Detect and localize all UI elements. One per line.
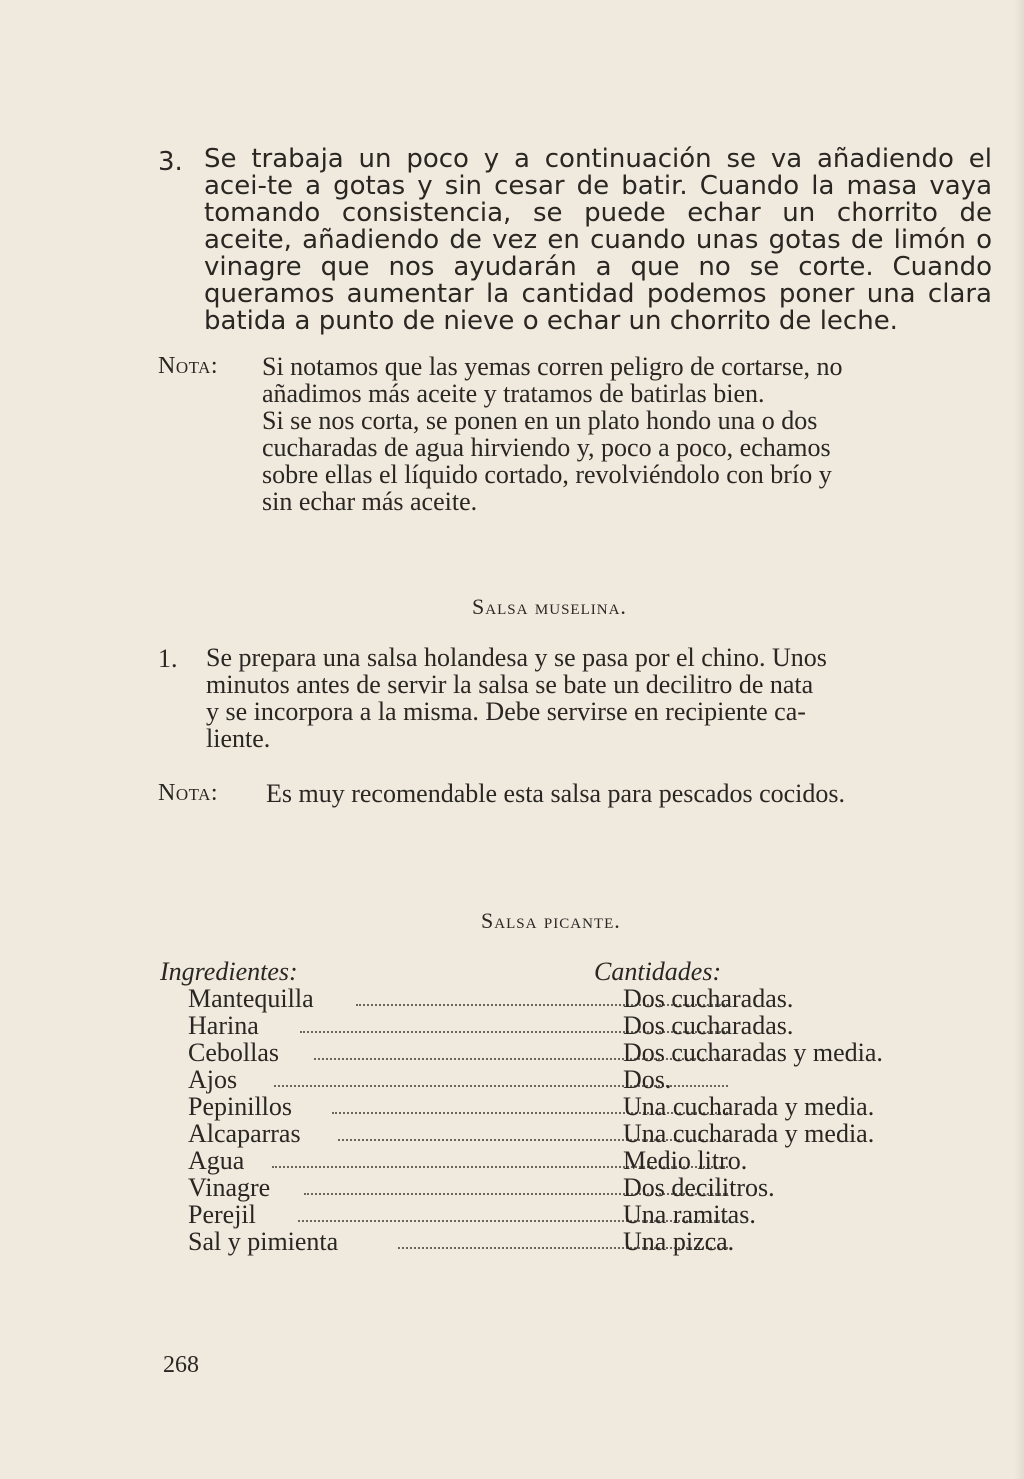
nota-label: Nota: <box>158 353 219 379</box>
ingredient-name: Agua <box>188 1146 245 1175</box>
ingredient-row <box>188 1039 948 1066</box>
ingredient-quantity: Una cucharada y media. <box>623 1092 875 1121</box>
nota-line: Si notamos que las yemas corren peligro de cortarse, no <box>262 352 843 381</box>
ingredient-quantity: Dos cucharadas y media. <box>623 1038 883 1067</box>
ingredients-header: Ingredientes: <box>160 957 298 986</box>
ingredient-row <box>188 1093 948 1120</box>
quantities-header: Cantidades: <box>594 957 722 986</box>
ingredient-quantity: Una cucharada y media. <box>623 1119 875 1148</box>
ingredient-row <box>188 1120 948 1147</box>
ingredient-name: Perejil <box>188 1200 256 1229</box>
nota-line: cucharadas de agua hirviendo y, poco a poco, echamos <box>262 433 831 462</box>
ingredient-row <box>188 985 948 1012</box>
ingredient-quantity: Dos cucharadas. <box>623 984 794 1013</box>
ingredient-name: Cebollas <box>188 1038 279 1067</box>
ingredient-quantity: Dos cucharadas. <box>623 1011 794 1040</box>
ingredient-row <box>188 1174 948 1201</box>
step-number: 1. <box>158 644 178 673</box>
muselina-nota-text: Es muy recomendable esta salsa para pescados cocidos. <box>266 779 846 808</box>
section-title-muselina: Salsa muselina. <box>472 594 627 619</box>
nota-line: sobre ellas el líquido cortado, revolviéndolo con brío y <box>262 460 832 489</box>
step-line: y se incorpora a la misma. Debe servirse en recipiente ca- <box>206 697 806 726</box>
ingredient-row <box>188 1147 948 1174</box>
step-line: minutos antes de servir la salsa se bate un decilitro de nata <box>206 670 814 699</box>
ingredient-name: Vinagre <box>188 1173 271 1202</box>
nota-line: Si se nos corta, se ponen en un plato hondo una o dos <box>262 406 818 435</box>
ingredient-name: Mantequilla <box>188 984 314 1013</box>
ingredient-name: Ajos <box>188 1065 238 1094</box>
step-line: Se prepara una salsa holandesa y se pasa por el chino. Unos <box>206 643 827 672</box>
ingredient-quantity: Medio litro. <box>623 1146 748 1175</box>
page-edge-shadow <box>1014 0 1024 1479</box>
ingredient-name: Pepinillos <box>188 1092 293 1121</box>
muselina-step-text <box>206 644 996 752</box>
page-number: 268 <box>163 1352 199 1378</box>
ingredient-quantity: Una ramitas. <box>623 1200 756 1229</box>
ingredient-name: Sal y pimienta <box>188 1227 339 1256</box>
nota-label: Nota: <box>158 780 219 806</box>
ingredient-row <box>188 1012 948 1039</box>
step-number: 3. <box>158 147 183 177</box>
ingredient-quantity: Una pizca. <box>623 1227 735 1256</box>
step-line: liente. <box>206 724 271 753</box>
step-3-text: Se trabaja un poco y a continuación se va añadiendo el acei-te a gotas y sin cesar de batir. Cuando la masa vaya tomando consistencia, se puede echar un chorrito de aceite, añadiendo de vez en cuando unas gotas de limón o vinagre que nos ayudarán a que no se corte. Cuando queramos aumentar la cantidad podemos poner una clara batida a punto de nieve o echar un chorrito de leche. <box>204 144 992 336</box>
ingredient-row <box>188 1201 948 1228</box>
ingredient-name: Alcaparras <box>188 1119 301 1148</box>
ingredient-quantity: Dos decilitros. <box>623 1173 775 1202</box>
ingredient-row <box>188 1228 948 1255</box>
nota-line: añadimos más aceite y tratamos de batirlas bien. <box>262 379 765 408</box>
ingredient-name: Harina <box>188 1011 259 1040</box>
ingredient-quantity: Dos. <box>623 1065 672 1094</box>
nota-1-text <box>262 353 1002 515</box>
section-title-picante: Salsa picante. <box>481 908 621 933</box>
ingredient-row <box>188 1066 948 1093</box>
nota-line: sin echar más aceite. <box>262 487 478 516</box>
